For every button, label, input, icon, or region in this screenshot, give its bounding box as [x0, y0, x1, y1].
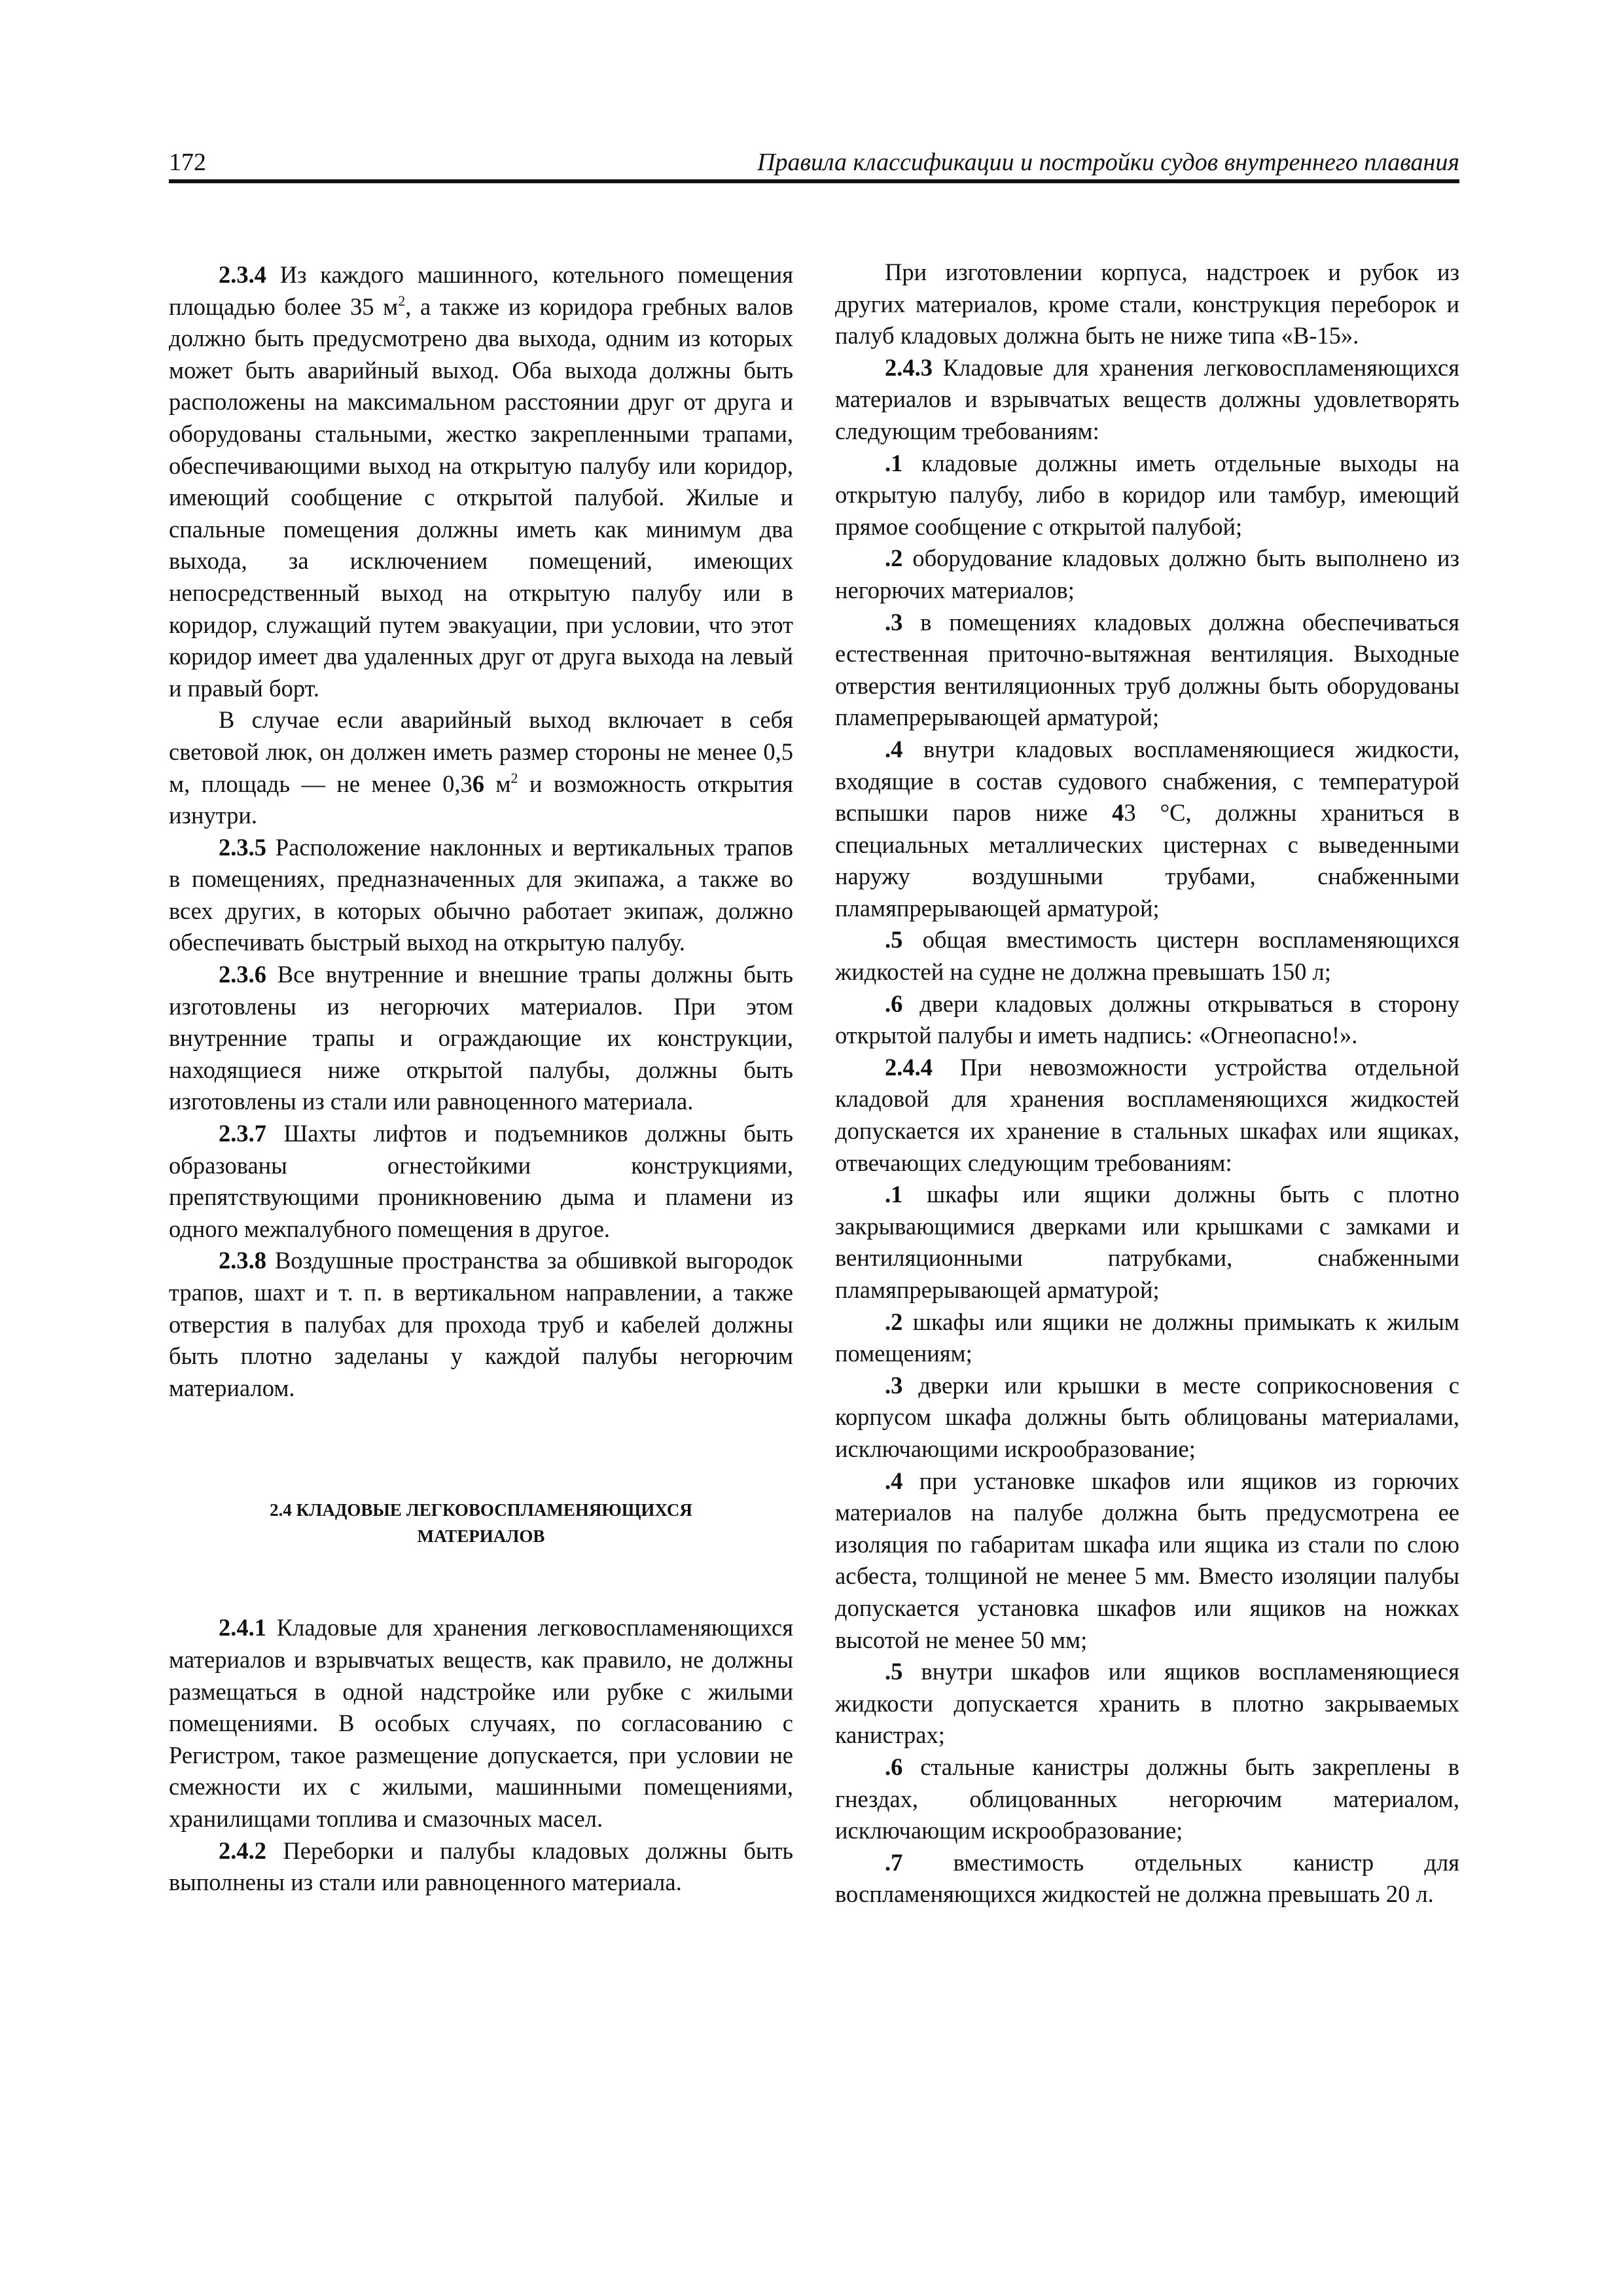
paragraph-text: При невозможности устройства отдельной кладовой для хранения воспламеняющихся жидкостей допускается их хранение в стальных шкафах или ящиках, отвечающих следующим требованиям:: [835, 1053, 1459, 1176]
paragraph-text: общая вместимость цистерн воспламеняющихся жидкостей на судне не должна превышать 150 л;: [835, 926, 1459, 986]
paragraph-text: вместимость отдельных канистр для воспламеняющихся жидкостей не должна превышать 20 л.: [835, 1848, 1459, 1908]
item-number: .2: [885, 1308, 903, 1335]
paragraph-text: 3 °С, должны храниться в специальных металлических цистернах с выведенными наружу воздушными трубами, снабженными пламяпрерывающей арматурой;: [835, 799, 1459, 922]
paragraph-text: Шахты лифтов и подъемников должны быть образованы огнестойкими конструкциями, препятствующими проникновению дыма и пламени из одного межпалубного помещения в другое.: [169, 1120, 793, 1242]
clause-number: 2.3.4: [219, 261, 266, 288]
clause-number: 2.3.5: [219, 833, 266, 861]
item-2-4-4-3: [835, 1370, 1459, 1465]
item-number: .5: [885, 926, 903, 954]
item-2-4-4-6: [835, 1751, 1459, 1847]
clause-number: 2.3.8: [219, 1247, 266, 1274]
paragraph-text: шкафы или ящики должны быть с плотно закрывающимися дверками или крышками с замками и вентиляционными патрубками, снабженными пламяпрерывающей арматурой;: [835, 1181, 1459, 1303]
paragraph-2-4-4: [835, 1052, 1459, 1179]
item-2-4-3-6: [835, 988, 1459, 1052]
paragraph-text: дверки или крышки в месте соприкосновения с корпусом шкафа должны быть облицованы материалами, исключающими искрообразование;: [835, 1371, 1459, 1462]
paragraph-text: м: [484, 770, 511, 797]
paragraph-2-4-1: [169, 1612, 793, 1835]
paragraph-text: , а также из коридора гребных валов должно быть предусмотрено два выхода, одним из которых может быть аварийный выход. Оба выхода должны быть расположены на максимальном расстоянии друг от друга и оборудованы стальными, жестко закрепленными трапами, обеспечивающими выход на открытую палубу или коридор, имеющий сообщение с открытой палубой. Жилые и спальные помещения должны иметь как минимум два выхода, за исключением помещений, имеющих непосредственный выход на открытую палубу или в коридор, служащий путем эвакуации, при условии, что этот коридор имеет два удаленных друг от друга выхода на левый и правый борт.: [169, 293, 794, 702]
paragraph-2-3-6: [169, 959, 793, 1118]
paragraph-text: оборудование кладовых должно быть выполнено из негорючих материалов;: [835, 545, 1459, 603]
item-2-4-4-4: [835, 1465, 1459, 1657]
item-number: .1: [885, 449, 903, 476]
section-title: [169, 1497, 793, 1549]
paragraph-2-4-2: [169, 1835, 793, 1899]
item-number: .4: [885, 1467, 903, 1494]
section-title-line-2: МАТЕРИАЛОВ: [417, 1526, 545, 1547]
item-number: .3: [885, 608, 903, 636]
paragraph-text: Переборки и палубы кладовых должны быть выполнены из стали или равноценного материала.: [169, 1837, 793, 1896]
paragraph-2-3-4-b: [169, 704, 793, 831]
paragraph-text: и возможность открытия изнутри.: [169, 770, 793, 829]
header-rule: [169, 179, 1459, 183]
clause-number: 2.4.4: [885, 1053, 933, 1081]
item-2-4-4-1: [835, 1179, 1459, 1306]
clause-number: 2.4.3: [885, 353, 933, 381]
item-2-4-3-3: [835, 607, 1459, 734]
left-column: [169, 259, 793, 1899]
paragraph-text: внутри шкафов или ящиков воспламеняющиеся жидкости допускается хранить в плотно закрываемых канистрах;: [835, 1658, 1459, 1749]
paragraph-text: Кладовые для хранения легковоспламеняющихся материалов и взрывчатых веществ, как правило, не должны размещаться в одной надстройке или рубке с жилыми помещениями. В особых случаях, по согласованию с Регистром, такое размещение допускается, при условии не смежности их с жилыми, машинными помещениями, хранилищами топлива и смазочных масел.: [169, 1614, 793, 1832]
bold-digit: 6: [472, 770, 485, 797]
paragraph-text: При изготовлении корпуса, надстроек и рубок из других материалов, кроме стали, конструкция переборок и палуб кладовых должна быть не ниже типа «В-15».: [835, 259, 1459, 350]
clause-number: 2.3.7: [219, 1120, 266, 1147]
running-header: [169, 143, 1459, 179]
item-2-4-3-5: [835, 924, 1459, 988]
item-number: .6: [885, 990, 903, 1017]
paragraph-text: В случае если аварийный выход включает в себя световой люк, он должен иметь размер стороны не менее 0,5 м, площадь — не менее 0,3: [169, 706, 793, 797]
paragraph-text: Из каждого машинного, котельного помещения площадью более 35 м: [169, 261, 793, 320]
item-2-4-4-5: [835, 1656, 1459, 1751]
paragraph-text: стальные канистры должны быть закреплены в гнездах, облицованных негорючим материалом, исключающим искрообразование;: [835, 1753, 1459, 1844]
paragraph-text: Расположение наклонных и вертикальных трапов в помещениях, предназначенных для экипажа, а также во всех других, в которых обычно работает экипаж, должно обеспечивать быстрый выход на открытую палубу.: [169, 833, 793, 956]
page-number: 172: [169, 149, 206, 176]
clause-number: 2.4.1: [219, 1614, 266, 1641]
paragraph-text: Все внутренние и внешние трапы должны быть изготовлены из негорючих материалов. При этом внутренние трапы и ограждающие их конструкции, находящиеся ниже открытой палубы, должны быть изготовлены из стали или равноценного материала.: [169, 961, 793, 1115]
clause-number: 2.3.6: [219, 961, 266, 988]
superscript: 2: [398, 292, 406, 309]
item-2-4-4-7: [835, 1847, 1459, 1910]
section-title-line-1: 2.4 КЛАДОВЫЕ ЛЕГКОВОСПЛАМЕНЯЮЩИХСЯ: [270, 1500, 692, 1520]
paragraph-text: Кладовые для хранения легковоспламеняющихся материалов и взрывчатых веществ должны удовлетворять следующим требованиям:: [835, 353, 1459, 444]
item-number: .3: [885, 1371, 903, 1399]
paragraph-2-3-8: [169, 1245, 793, 1404]
item-number: .4: [885, 735, 903, 762]
item-2-4-3-2: [835, 543, 1459, 606]
item-number: .1: [885, 1181, 903, 1208]
item-number: .5: [885, 1658, 903, 1685]
running-title: Правила классификации и постройки судов внутреннего плавания: [757, 149, 1459, 176]
paragraph-text: Воздушные пространства за обшивкой выгородок трапов, шахт и т. п. в вертикальном направлении, а также отверстия в палубах для прохода труб и кабелей должны быть плотно заделаны у каждой палубы негорючим материалом.: [169, 1247, 793, 1401]
item-number: .6: [885, 1753, 903, 1780]
paragraph-text: внутри кладовых воспламеняющиеся жидкости, входящие в состав судового снабжения, с температурой вспышки паров ниже: [835, 735, 1459, 827]
item-number: .2: [885, 545, 903, 572]
paragraph-text: двери кладовых должны открываться в сторону открытой палубы и иметь надпись: «Огнеопасно!».: [835, 990, 1459, 1049]
paragraph-text: кладовые должны иметь отдельные выходы на открытую палубу, либо в коридор или тамбур, имеющий прямое сообщение с открытой палубой;: [835, 449, 1459, 540]
paragraph-2-3-5: [169, 832, 793, 959]
clause-number: 2.4.2: [219, 1837, 266, 1864]
paragraph-continuation: [835, 257, 1459, 352]
paragraph-2-3-7: [169, 1118, 793, 1245]
right-column: [835, 257, 1459, 1910]
paragraph-text: при установке шкафов или ящиков из горючих материалов на палубе должна быть предусмотрена ее изоляция по габаритам шкафа или ящика из стали по слою асбеста, толщиной не менее 5 мм. Вместо изоляции палубы допускается установка шкафов или ящиков на ножках высотой не менее 50 мм;: [835, 1467, 1459, 1653]
superscript: 2: [510, 769, 518, 786]
bold-digit: 4: [1112, 799, 1124, 827]
item-number: .7: [885, 1848, 903, 1876]
item-2-4-4-2: [835, 1306, 1459, 1370]
paragraph-2-4-3: [835, 352, 1459, 448]
item-2-4-3-4: [835, 734, 1459, 925]
item-2-4-3-1: [835, 448, 1459, 543]
paragraph-text: шкафы или ящики не должны примыкать к жилым помещениям;: [835, 1308, 1459, 1367]
paragraph-text: в помещениях кладовых должна обеспечиваться естественная приточно-вытяжная вентиляция. Выходные отверстия вентиляционных труб должны быть оборудованы пламепрерывающей арматурой;: [835, 608, 1459, 731]
paragraph-2-3-4: [169, 259, 793, 704]
